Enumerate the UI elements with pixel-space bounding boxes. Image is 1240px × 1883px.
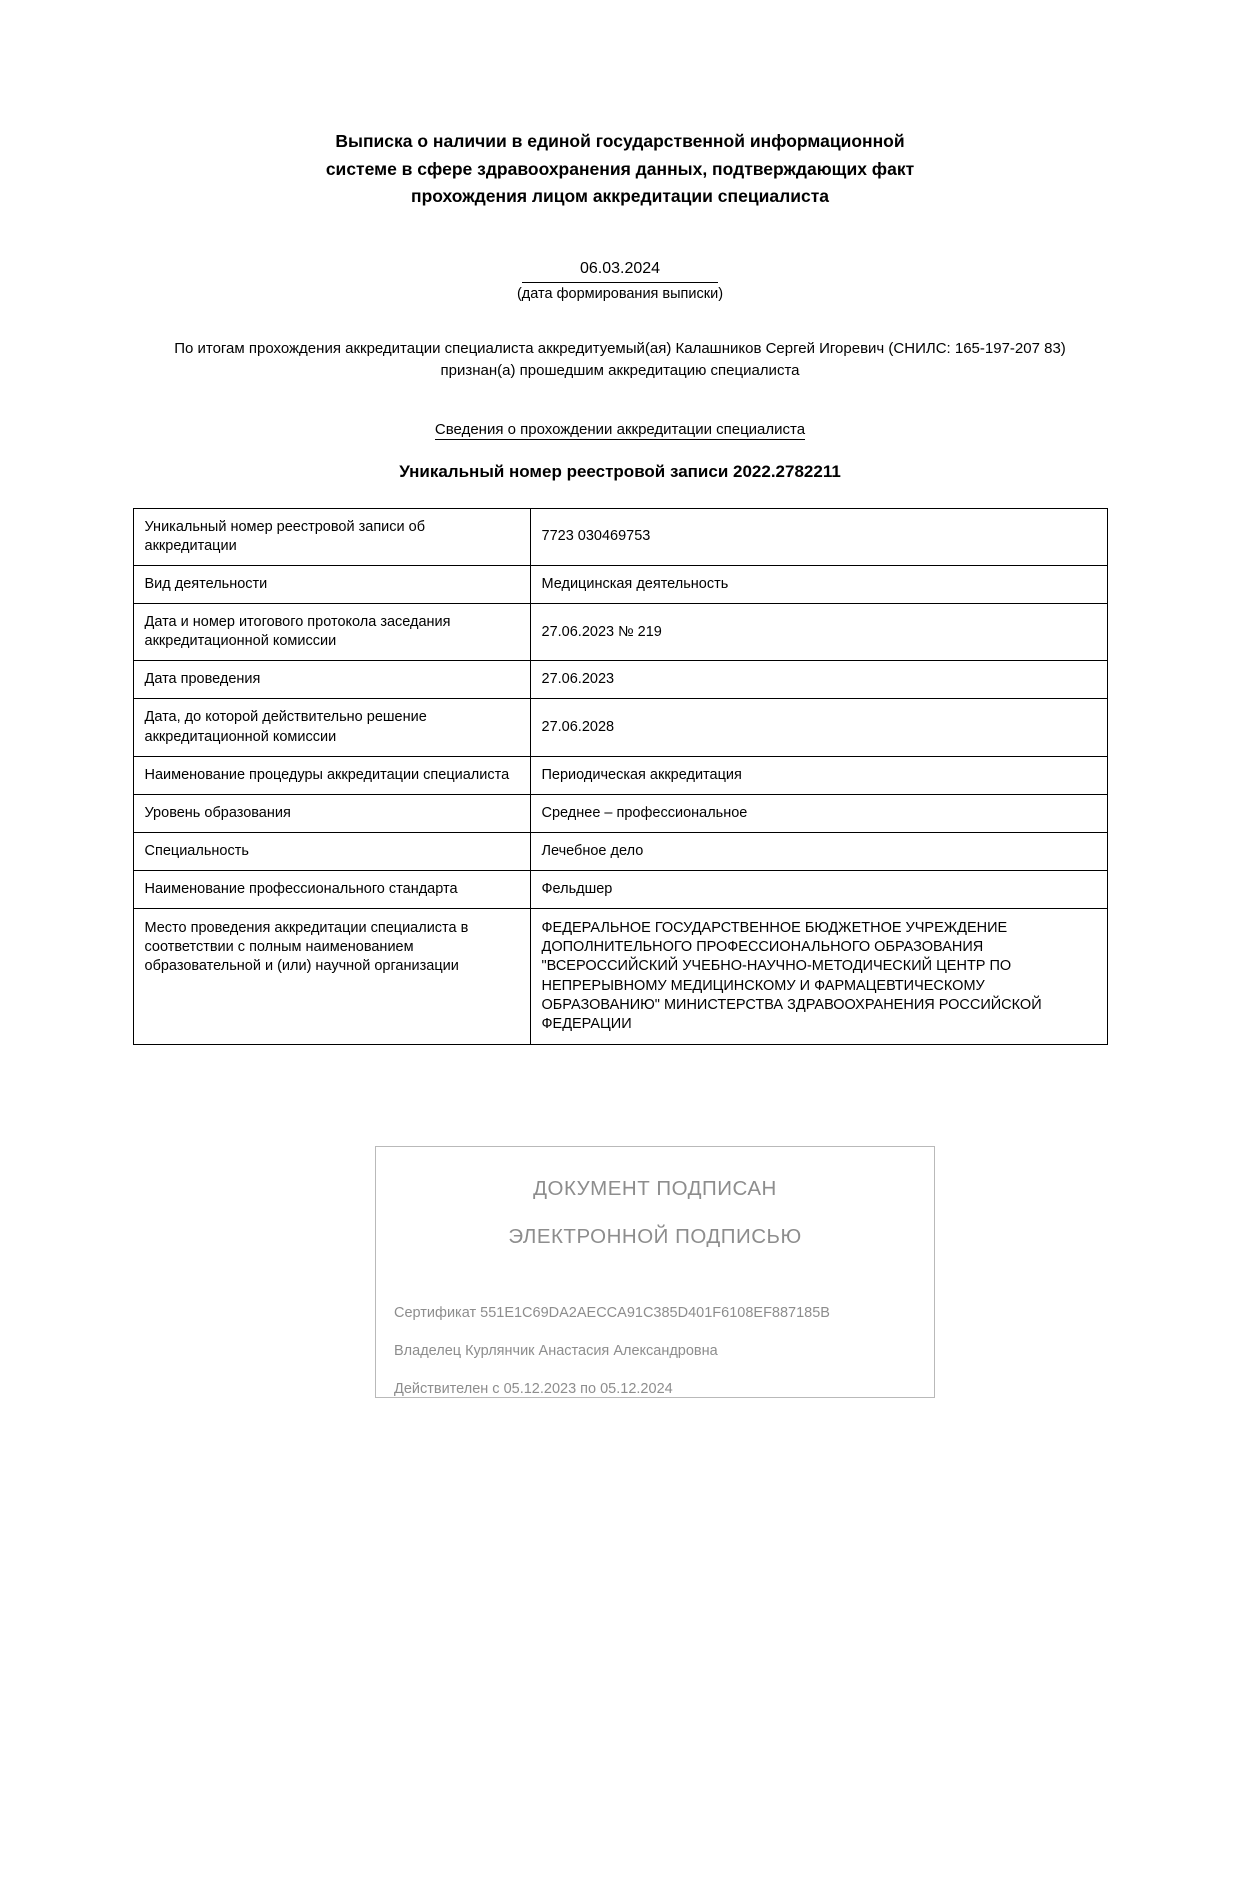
signature-validity: Действителен с 05.12.2023 по 05.12.2024 bbox=[394, 1381, 673, 1397]
form-date-caption: (дата формирования выписки) bbox=[516, 285, 724, 302]
row-label: Наименование профессионального стандарта bbox=[133, 871, 530, 909]
electronic-signature-stamp bbox=[375, 1146, 935, 1398]
row-label: Место проведения аккредитации специалиста в соответствии с полным наименованием образовательной и (или) научной организации bbox=[133, 909, 530, 1045]
intro-paragraph bbox=[0, 338, 1240, 383]
signature-subtitle: ЭЛЕКТРОННОЙ ПОДПИСЬЮ bbox=[508, 1225, 802, 1248]
document-title bbox=[0, 128, 1240, 211]
intro-line-2: признан(а) прошедшим аккредитацию специалиста bbox=[440, 362, 800, 380]
accreditation-details-table bbox=[133, 508, 1108, 1045]
title-line-2: системе в сфере здравоохранения данных, подтверждающих факт bbox=[325, 158, 915, 179]
row-value: 27.06.2023 № 219 bbox=[530, 604, 1107, 661]
form-date-block bbox=[0, 259, 1240, 302]
row-value: 27.06.2023 bbox=[530, 661, 1107, 699]
row-label: Дата, до которой действительно решение аккредитационной комиссии bbox=[133, 699, 530, 756]
row-value: Медицинская деятельность bbox=[530, 565, 1107, 603]
row-value: ФЕДЕРАЛЬНОЕ ГОСУДАРСТВЕННОЕ БЮДЖЕТНОЕ УЧРЕЖДЕНИЕ ДОПОЛНИТЕЛЬНОГО ПРОФЕССИОНАЛЬНОГО ОБРАЗОВАНИЯ "ВСЕРОССИЙСКИЙ УЧЕБНО-НАУЧНО-МЕТОДИЧЕСКИЙ ЦЕНТР ПО НЕПРЕРЫВНОМУ МЕДИЦИНСКОМУ И ФАРМАЦЕВТИЧЕСКОМУ ОБРАЗОВАНИЮ" МИНИСТЕРСТВА ЗДРАВООХРАНЕНИЯ РОССИЙСКОЙ ФЕДЕРАЦИИ bbox=[530, 909, 1107, 1045]
table-row bbox=[133, 756, 1107, 794]
row-label: Дата проведения bbox=[133, 661, 530, 699]
table-row bbox=[133, 508, 1107, 565]
signature-title: ДОКУМЕНТ ПОДПИСАН bbox=[533, 1177, 777, 1200]
table-row bbox=[133, 661, 1107, 699]
section-heading-text: Сведения о прохождении аккредитации специалиста bbox=[434, 420, 806, 438]
table-row bbox=[133, 794, 1107, 832]
table-row bbox=[133, 699, 1107, 756]
intro-line-1: По итогам прохождения аккредитации специалиста аккредитуемый(ая) Калашников Сергей Игоревич (СНИЛС: 165-197-207 83) bbox=[174, 339, 1066, 357]
row-label: Специальность bbox=[133, 832, 530, 870]
row-value: Периодическая аккредитация bbox=[530, 756, 1107, 794]
table-row bbox=[133, 909, 1107, 1045]
document-page bbox=[0, 128, 1240, 1883]
table-row bbox=[133, 832, 1107, 870]
row-value: Среднее – профессиональное bbox=[530, 794, 1107, 832]
row-label: Уровень образования bbox=[133, 794, 530, 832]
table-row bbox=[133, 871, 1107, 909]
signature-certificate: Сертификат 551E1C69DA2AECCA91C385D401F6108EF887185B bbox=[394, 1305, 830, 1321]
row-value: Фельдшер bbox=[530, 871, 1107, 909]
row-value: 27.06.2028 bbox=[530, 699, 1107, 756]
title-line-3: прохождения лицом аккредитации специалиста bbox=[411, 186, 829, 207]
row-value: Лечебное дело bbox=[530, 832, 1107, 870]
row-label: Уникальный номер реестровой записи об аккредитации bbox=[133, 508, 530, 565]
row-label: Наименование процедуры аккредитации специалиста bbox=[133, 756, 530, 794]
form-date-value: 06.03.2024 bbox=[522, 259, 718, 283]
row-value: 7723 030469753 bbox=[530, 508, 1107, 565]
section-heading bbox=[0, 421, 1240, 438]
title-line-1: Выписка о наличии в единой государственной информационной bbox=[335, 131, 905, 151]
table-row bbox=[133, 604, 1107, 661]
record-number: Уникальный номер реестровой записи 2022.2782211 bbox=[399, 461, 841, 481]
table-row bbox=[133, 565, 1107, 603]
row-label: Вид деятельности bbox=[133, 565, 530, 603]
row-label: Дата и номер итогового протокола заседания аккредитационной комиссии bbox=[133, 604, 530, 661]
signature-owner: Владелец Курлянчик Анастасия Александровна bbox=[394, 1343, 718, 1359]
